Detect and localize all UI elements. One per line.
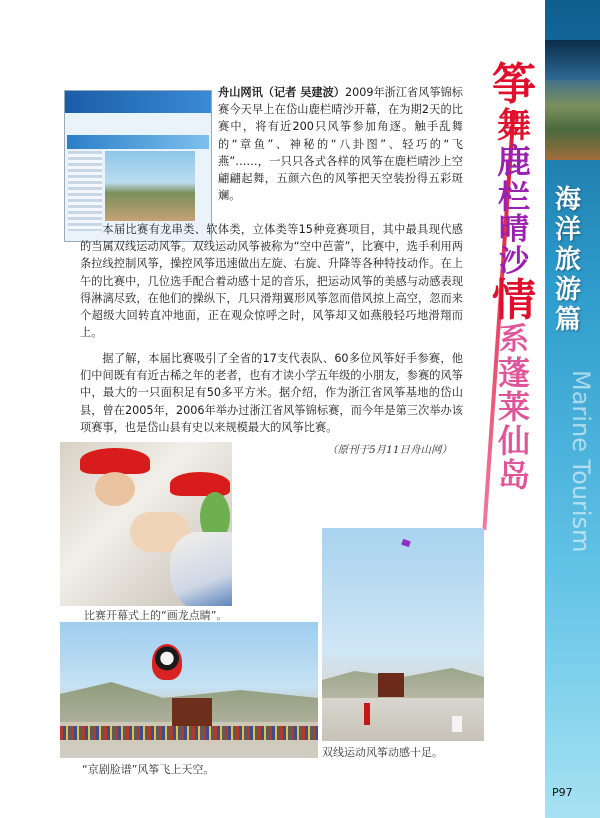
face-shape <box>95 472 135 506</box>
caption-photo-2: 双线运动风筝动感十足。 <box>322 746 443 759</box>
headline-char: 鹿 <box>497 142 531 182</box>
headline-char: 筝 <box>492 59 536 110</box>
sidebar-seascape-photo <box>545 40 600 160</box>
dragon-kite-shape <box>170 532 232 606</box>
page-number: P97 <box>552 786 573 799</box>
article-paragraph-1-text: 2009年浙江省风筝锦标赛今天早上在岱山鹿栏晴沙开幕，在为期2天的比赛中，将有近200只风筝参加角逐。触手乱舞的“章鱼”、神秘的“八卦图”、轻巧的“飞燕”……，一只只各式各样的风筝在鹿栏晴沙上空翩翩起舞，五颜六色的风筝把天空装扮得五彩斑斓。 <box>218 86 463 203</box>
photo-opening-ceremony <box>60 442 232 606</box>
photo-dual-line-kite <box>322 528 484 741</box>
headline-char: 系 <box>499 322 529 357</box>
sidebar-title-char: 海 <box>554 185 581 215</box>
caption-photo-3: “京剧脸谱”风筝飞上天空。 <box>82 763 215 776</box>
person-shape <box>452 716 462 732</box>
temple-shape <box>378 673 404 697</box>
headline-char: 莱 <box>497 388 530 426</box>
kite-shape <box>401 539 411 547</box>
thumbnail-photo <box>105 151 195 221</box>
caption-photo-1: 比赛开幕式上的“画龙点睛”。 <box>84 609 228 622</box>
crowd-shape <box>60 726 318 740</box>
red-cap-shape <box>170 472 230 496</box>
article-paragraph-1 <box>218 84 463 204</box>
opera-mask-kite-shape <box>152 644 182 680</box>
article-paragraph-3-text: 据了解，本届比赛吸引了全省的17支代表队、60多位风筝好手参赛，他们中间既有有近古稀之年的老者，也有才读小学五年级的小朋友，参赛的风筝中，最大的一只面积足有50多平方米。据介绍，作为浙江省风筝基地的岱山县，曾在2005年，2006年举办过浙江省风筝锦标赛，而今年是第三次举办该项赛事，也是岱山县有史以来规模最大的风筝比赛。 <box>80 352 463 434</box>
person-shape <box>364 703 370 725</box>
headline-char: 舞 <box>497 106 531 146</box>
thumbnail-header-bar <box>65 91 211 113</box>
article-byline: 舟山网讯（记者 吴建波） <box>218 86 345 99</box>
headline-char: 仙 <box>497 422 530 460</box>
red-cap-shape <box>80 448 150 474</box>
website-screenshot-thumbnail <box>64 90 212 242</box>
photo-opera-mask-kite <box>60 622 318 758</box>
headline-char: 蓬 <box>497 354 530 392</box>
headline-char: 情 <box>492 275 536 326</box>
article-paragraph-2 <box>80 221 463 341</box>
sidebar-english-title: Marine Tourism <box>567 370 595 553</box>
article-paragraph-3 <box>80 350 463 436</box>
headline-char: 岛 <box>497 456 530 494</box>
sidebar-section-title <box>548 185 588 335</box>
headline-char: 晴 <box>499 212 529 247</box>
sidebar-title-char: 洋 <box>554 215 581 245</box>
headline-char: 沙 <box>499 244 529 279</box>
article-source: （原刊于5月11日舟山网） <box>327 444 453 456</box>
headline-char: 栏 <box>497 178 530 216</box>
sidebar-title-char: 篇 <box>554 305 581 335</box>
article-paragraph-2-text: 本届比赛有龙串类、软体类，立体类等15种竞赛项目，其中最具现代感的当属双线运动风筝。双线运动风筝被称为“空中芭蕾”，比赛中，选手利用两条拉线控制风筝，操控风筝迅速做出左旋、右旋、升降等各种特技动作。在上午的比赛中，几位选手配合着动感十足的音乐，把运动风筝的美感与动感表现得淋漓尽致，在他们的操纵下，几只滑翔翼形风筝忽而借风掠上高空，忽而来个超级大回转直冲地面，正在观众惊呼之时，风筝却又如燕般轻巧地滑翔而上。 <box>80 223 463 340</box>
sidebar-title-char: 游 <box>554 275 581 305</box>
headline-vertical <box>482 59 546 494</box>
thumbnail-banner <box>67 135 209 149</box>
thumbnail-news-column <box>68 151 102 231</box>
sidebar-title-char: 旅 <box>554 245 581 275</box>
